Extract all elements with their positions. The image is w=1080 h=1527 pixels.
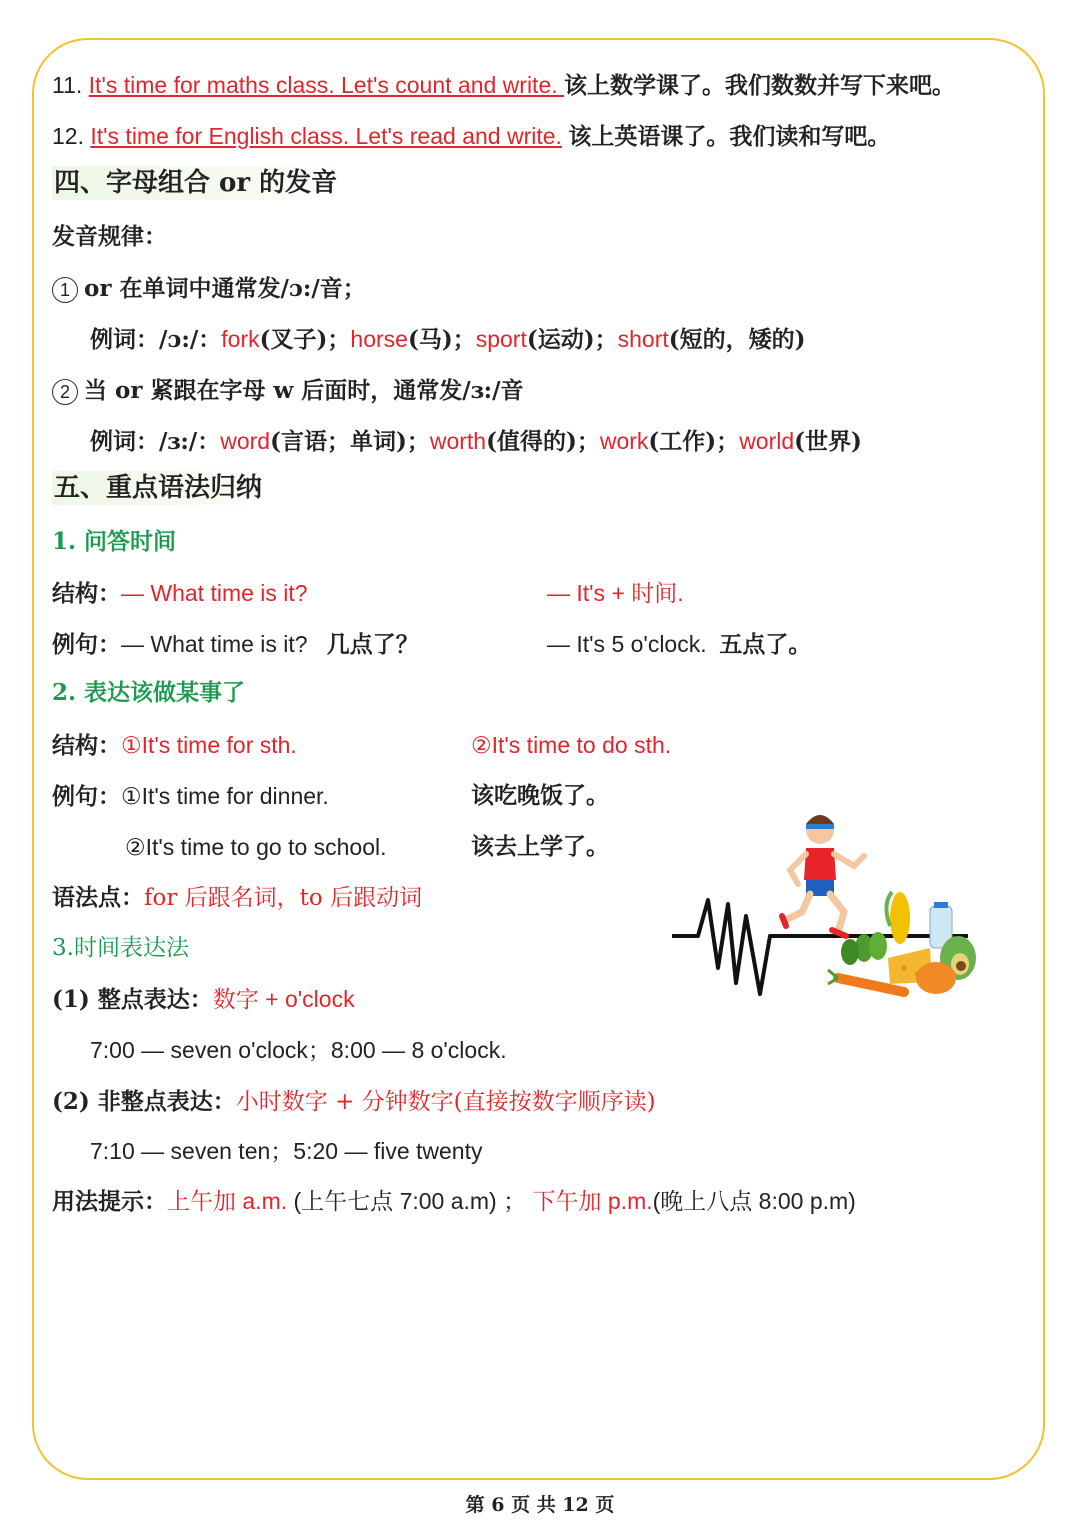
section-title: 五、重点语法归纳 (52, 471, 272, 505)
item-english: It's time for English class. Let's read and write. (90, 123, 562, 149)
circled-number: 2 (52, 379, 78, 405)
example-label: 例词：/ɜ:/： (90, 428, 221, 455)
tip-pm-rule: 下午加 p.m. (532, 1188, 653, 1214)
structure-label: 结构： (52, 580, 121, 607)
word: sport (475, 326, 527, 352)
tip-am-rule: 上午加 a.m. (167, 1188, 288, 1214)
structure-1: ①It's time for sth. (121, 732, 297, 758)
whole-hour-rule (52, 984, 355, 1015)
grammar-point-label: 语法点： (52, 884, 144, 911)
section-4-heading (52, 168, 347, 198)
meaning: (言语；单词)； (270, 428, 430, 455)
point-1-title: 1. 问答时间 (52, 528, 177, 555)
meaning: (马)； (407, 326, 476, 353)
page-number: 第 6 页 共 12 页 (465, 1494, 615, 1516)
rule-2 (52, 375, 524, 406)
example-answer-en: — It's 5 o'clock. (547, 631, 707, 657)
meaning: (叉子)； (259, 326, 351, 353)
section-5-heading (52, 473, 272, 503)
word: worth (429, 428, 487, 454)
example-question-cn: 几点了？ (326, 631, 419, 658)
point-2-example-1 (52, 781, 329, 812)
non-whole-hour-example: 7:10 — seven ten；5:20 — five twenty (90, 1138, 483, 1164)
example-1-cn: 该吃晚饭了。 (471, 782, 609, 809)
rule-label: (2) 非整点表达： (52, 1088, 236, 1115)
item-12 (52, 121, 890, 152)
item-english: It's time for maths class. Let's count and write. (88, 72, 565, 98)
example-1: ①It's time for dinner. (121, 783, 329, 809)
structure-answer: — It's + 时间. (547, 580, 684, 606)
meaning: (运动)； (526, 326, 618, 353)
non-whole-hour-rule (52, 1086, 656, 1117)
example-question: — What time is it? (121, 631, 308, 657)
grammar-point (52, 882, 422, 913)
example-answer (547, 629, 811, 660)
word: world (739, 428, 795, 454)
word: short (617, 326, 669, 352)
rule-text: or 在单词中通常发/ɔ:/音； (84, 275, 366, 302)
rule-text: 小时数字 + 分钟数字(直接按数字顺序读) (235, 1089, 656, 1115)
meaning: (世界) (794, 428, 862, 455)
grammar-point-text: for 后跟名词，to 后跟动词 (144, 885, 423, 911)
structure-2: ②It's time to do sth. (471, 732, 672, 758)
rule-label: (1) 整点表达： (52, 986, 213, 1013)
meaning: (工作)； (648, 428, 740, 455)
point-1-structure (52, 578, 308, 609)
rules-label: 发音规律： (52, 223, 167, 250)
example-2-cn: 该去上学了。 (471, 833, 609, 860)
tip-pm-example: (晚上八点 8:00 p.m) (652, 1188, 856, 1214)
runner-heartbeat-healthy-food-icon (668, 808, 988, 1018)
meaning: (值得的)； (486, 428, 600, 455)
whole-hour-example: 7:00 — seven o'clock；8:00 — 8 o'clock. (90, 1037, 507, 1063)
word: fork (221, 326, 260, 352)
tip-am-example: (上午七点 7:00 a.m) ； (287, 1188, 527, 1214)
meaning: (短的，矮的) (668, 326, 806, 353)
example-2: ②It's time to go to school. (125, 834, 387, 860)
item-11 (52, 70, 955, 101)
section-title: 四、字母组合 or 的发音 (52, 166, 347, 200)
tip-label: 用法提示： (52, 1188, 167, 1215)
word: horse (350, 326, 408, 352)
example-label: 例词：/ɔ:/： (90, 326, 222, 353)
item-number: 11. (52, 72, 83, 98)
item-chinese: 该上英语课了。我们读和写吧。 (568, 123, 891, 150)
example-words-1 (90, 324, 806, 355)
rule-text: 数字 + o'clock (212, 986, 355, 1012)
structure-question: — What time is it? (121, 580, 308, 606)
rule-1 (52, 273, 366, 304)
word: word (220, 428, 271, 454)
rule-text: 当 or 紧跟在字母 w 后面时，通常发/ɜ:/音 (84, 377, 524, 404)
point-1-example (52, 629, 419, 660)
usage-tip (52, 1186, 856, 1217)
point-3-title: 3.时间表达法 (52, 935, 189, 961)
item-chinese: 该上数学课了。我们数数并写下来吧。 (564, 72, 956, 99)
word: work (599, 428, 649, 454)
item-number: 12. (52, 123, 84, 149)
point-2-title: 2. 表达该做某事了 (52, 679, 246, 706)
example-answer-cn: 五点了。 (719, 631, 812, 658)
point-2-structure (52, 730, 297, 761)
example-words-2 (90, 426, 862, 457)
example-label: 例句： (52, 783, 121, 810)
structure-label: 结构： (52, 732, 121, 759)
example-label: 例句： (52, 631, 121, 658)
circled-number: 1 (52, 277, 78, 303)
